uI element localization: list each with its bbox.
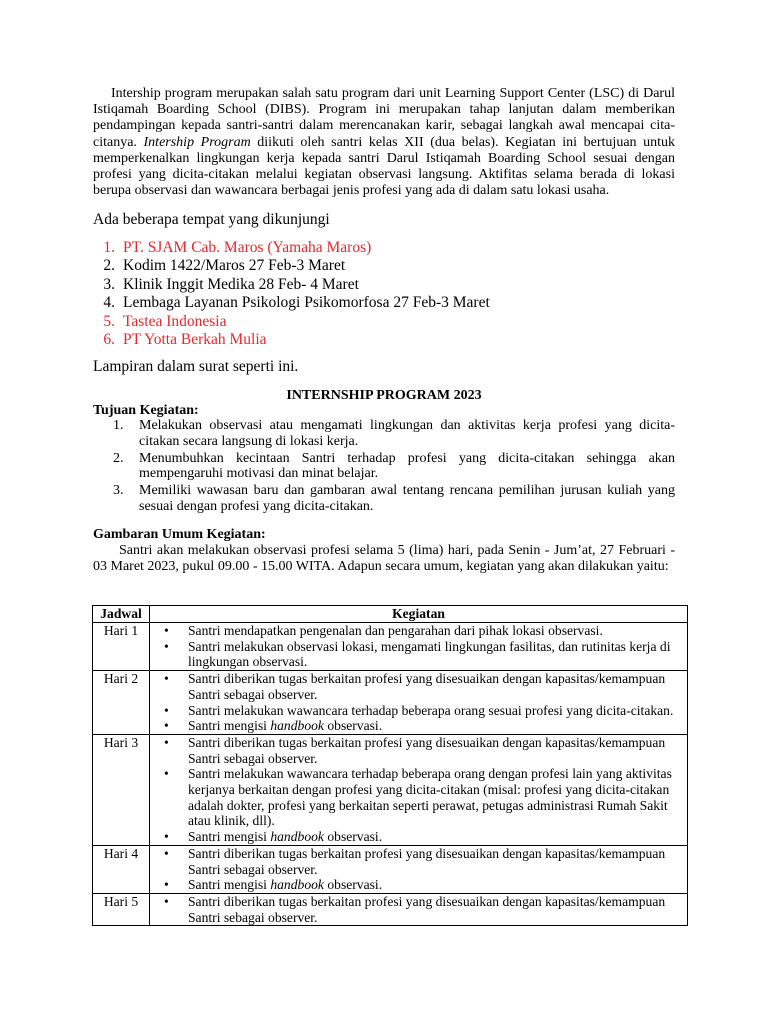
- schedule-day-cell: Hari 2: [93, 671, 150, 735]
- schedule-activity-cell: [150, 671, 688, 735]
- bullet-icon: •: [164, 845, 169, 861]
- activity-italic-term: handbook: [270, 829, 324, 845]
- activity-item: [150, 735, 687, 766]
- visit-item-number: 4.: [103, 294, 115, 312]
- intro-text-b: diikuti oleh santri kelas XII (dua belas). Kegiatan ini bertujuan untuk memperkenalkan lingkungan kerja kepada santri Darul Istiqamah Boarding School sesuai dengan profesi yang dicita-citakan melalui kegiatan observasi langsung. Aktifitas selama berada di lokasi berupa observasi dan wawancara berbagai jenis profesi yang ada di dalam satu lokasi usaha.: [93, 134, 676, 199]
- general-title: Gambaran Umum Kegiatan:: [93, 527, 266, 542]
- visit-item: [93, 294, 490, 312]
- bullet-icon: •: [164, 718, 169, 734]
- activity-item: [150, 623, 687, 639]
- schedule-activity-cell: [150, 623, 688, 671]
- activity-item: [150, 718, 687, 734]
- schedule-table: [92, 605, 688, 926]
- goal-item: [113, 418, 675, 449]
- activity-italic-term: handbook: [270, 718, 324, 734]
- activity-text-end: observasi.: [323, 718, 383, 734]
- visit-item: [93, 276, 490, 294]
- schedule-day-cell: Hari 4: [93, 845, 150, 893]
- activity-list: [150, 671, 687, 734]
- activity-text: Santri melakukan observasi lokasi, mengamati lingkungan fasilitas, dan rutinitas kerja di lingkungan observasi.: [188, 638, 671, 670]
- visits-list: [93, 239, 490, 349]
- activity-item: [150, 877, 687, 893]
- table-row: [93, 671, 688, 735]
- schedule-activity-cell: [150, 734, 688, 845]
- visit-item: [93, 239, 490, 257]
- table-row: [93, 845, 688, 893]
- goals-title: Tujuan Kegiatan:: [93, 403, 199, 418]
- bullet-icon: •: [164, 671, 169, 687]
- visit-item-number: 2.: [103, 257, 115, 275]
- activity-text: Santri mengisi: [188, 877, 271, 893]
- document-title: INTERNSHIP PROGRAM 2023: [286, 388, 482, 403]
- activity-item: [150, 829, 687, 845]
- intro-text-a: Intership program merupakan salah satu program dari unit Learning Support Center (LSC) di Darul Istiqamah Boarding School (DIBS). Program ini merupakan tahap lanjutan dalam memberikan pendampingan kepada santri-santri dalam merencanakan karir, sebagai langkah awal mencapai cita-citanya.: [93, 86, 675, 150]
- activity-text: Santri mendapatkan pengenalan dan pengarahan dari pihak lokasi observasi.: [188, 623, 603, 638]
- bullet-icon: •: [164, 877, 169, 893]
- goal-item-text: Melakukan observasi atau mengamati lingkungan dan aktivitas kerja profesi yang dicita-citakan secara langsung di lokasi kerja.: [139, 418, 675, 449]
- visit-item-text: PT Yotta Berkah Mulia: [123, 331, 267, 349]
- goal-item-number: 3.: [113, 483, 124, 499]
- activity-item: [150, 846, 687, 877]
- visit-item-number: 3.: [103, 275, 115, 293]
- attachment-note: Lampiran dalam surat seperti ini.: [93, 358, 299, 375]
- activity-list: [150, 735, 687, 845]
- bullet-icon: •: [164, 766, 169, 782]
- schedule-body: [93, 623, 688, 926]
- activity-text-end: observasi.: [323, 829, 383, 845]
- table-row: [93, 623, 688, 671]
- schedule-day-cell: Hari 5: [93, 893, 150, 925]
- goal-item: [113, 483, 675, 514]
- goals-list: [113, 418, 675, 516]
- activity-text: Santri diberikan tugas berkaitan profesi yang disesuaikan dengan kapasitas/kemampuan Santri sebagai observer.: [188, 734, 666, 766]
- activity-text: Santri mengisi: [188, 718, 271, 734]
- activity-item: [150, 671, 687, 702]
- goal-item: [113, 451, 675, 482]
- visits-heading: Ada beberapa tempat yang dikunjungi: [93, 211, 330, 228]
- activity-text: Santri diberikan tugas berkaitan profesi yang disesuaikan dengan kapasitas/kemampuan Santri sebagai observer.: [188, 671, 666, 702]
- schedule-header-activity: Kegiatan: [150, 606, 688, 623]
- visit-item-text: Tastea Indonesia: [123, 312, 227, 330]
- schedule-day-cell: Hari 1: [93, 623, 150, 671]
- activity-item: [150, 766, 687, 829]
- schedule-header-row: [93, 606, 688, 623]
- activity-item: [150, 703, 687, 719]
- visit-item-text: Kodim 1422/Maros 27 Feb-3 Maret: [123, 257, 346, 275]
- schedule-header-day: Jadwal: [93, 606, 150, 623]
- goal-item-text: Memiliki wawasan baru dan gambaran awal tentang rencana pemilihan jurusan kuliah yang sesuai dengan profesi yang dicita-citakan.: [139, 483, 675, 514]
- schedule-activity-cell: [150, 845, 688, 893]
- table-row: [93, 734, 688, 845]
- activity-list: [150, 623, 687, 670]
- visit-item-number: 5.: [103, 312, 115, 330]
- activity-item: [150, 894, 687, 925]
- visit-item-text: PT. SJAM Cab. Maros (Yamaha Maros): [123, 239, 372, 256]
- bullet-icon: •: [164, 734, 169, 750]
- bullet-icon: •: [164, 623, 169, 638]
- intro-paragraph: [93, 86, 675, 199]
- visit-item-number: 6.: [103, 331, 115, 349]
- schedule-day-cell: Hari 3: [93, 734, 150, 845]
- goal-item-number: 1.: [113, 418, 124, 433]
- visit-item-text: Klinik Inggit Medika 28 Feb- 4 Maret: [123, 275, 359, 293]
- activity-text: Santri mengisi: [188, 829, 271, 845]
- visit-item-text: Lembaga Layanan Psikologi Psikomorfosa 27 Feb-3 Maret: [123, 294, 490, 312]
- general-paragraph: Santri akan melakukan observasi profesi selama 5 (lima) hari, pada Senin - Jum’at, 27 Februari - 03 Maret 2023, pukul 09.00 - 15.00 WITA. Adapun secara umum, kegiatan yang akan dilakukan yaitu:: [93, 543, 675, 574]
- bullet-icon: •: [164, 829, 169, 845]
- table-row: [93, 893, 688, 925]
- visit-item-number: 1.: [103, 239, 115, 256]
- activity-text: Santri melakukan wawancara terhadap beberapa orang dengan profesi lain yang aktivitas kerjanya berkaitan dengan profesi yang dicita-citakan (misal: profesi yang dicita-citakan adalah dokter, profesi yang berkaitan seperti perawat, petugas administrasi Rumah Sakit atau klinik, dll).: [188, 766, 672, 829]
- visit-item: [93, 257, 490, 275]
- activity-item: [150, 639, 687, 670]
- activity-italic-term: handbook: [270, 877, 324, 893]
- activity-list: [150, 846, 687, 893]
- bullet-icon: •: [164, 638, 169, 654]
- activity-text: Santri diberikan tugas berkaitan profesi yang disesuaikan dengan kapasitas/kemampuan Santri sebagai observer.: [188, 845, 666, 877]
- activity-text: Santri diberikan tugas berkaitan profesi yang disesuaikan dengan kapasitas/kemampuan Santri sebagai observer.: [188, 893, 666, 925]
- activity-text-end: observasi.: [323, 877, 383, 893]
- bullet-icon: •: [164, 893, 169, 909]
- visit-item: [93, 331, 490, 349]
- activity-list: [150, 894, 687, 925]
- bullet-icon: •: [164, 702, 169, 718]
- schedule-activity-cell: [150, 893, 688, 925]
- intro-italic-term: Intership Program: [143, 134, 251, 150]
- goal-item-text: Menumbuhkan kecintaan Santri terhadap profesi yang dicita-citakan sehingga akan mempengaruhi motivasi dan minat belajar.: [139, 450, 675, 482]
- activity-text: Santri melakukan wawancara terhadap beberapa orang sesuai profesi yang dicita-citakan.: [188, 702, 674, 718]
- goal-item-number: 2.: [113, 450, 124, 466]
- visit-item: [93, 313, 490, 331]
